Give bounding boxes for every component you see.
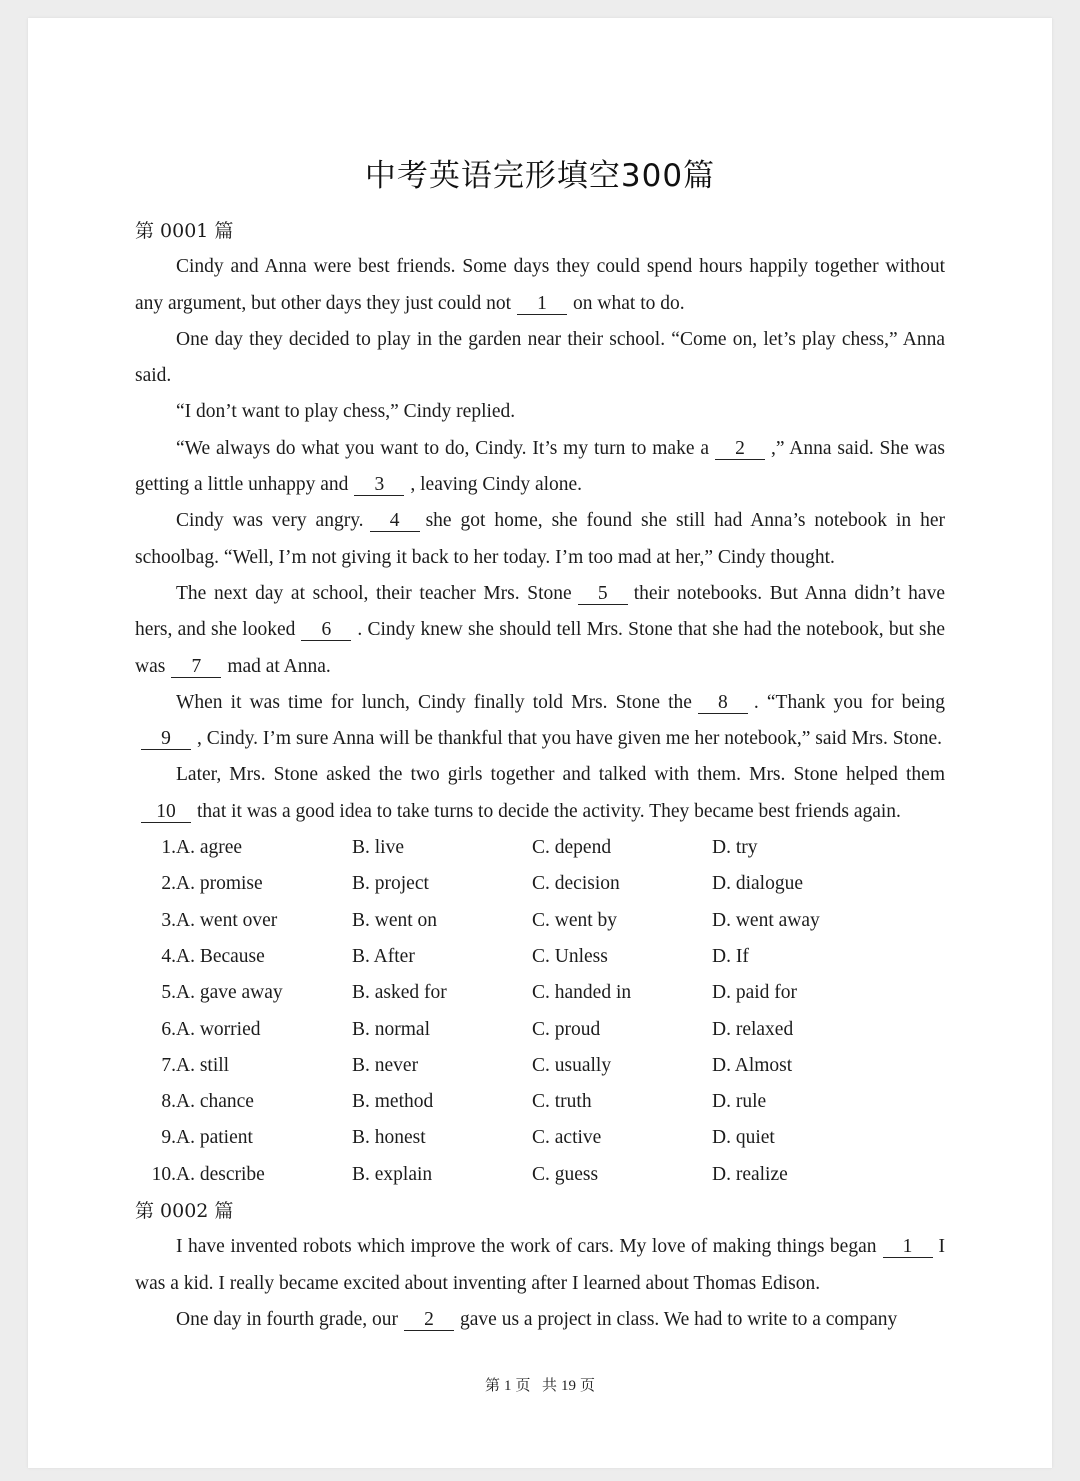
option-c: C. guess (532, 1163, 599, 1185)
paragraph: “We always do what you want to do, Cindy. It’s my turn to make a 2 ,” Anna said. She was getting a little unhappy and 3 , leaving Cindy alone. (135, 437, 945, 496)
option-row (135, 903, 912, 939)
option-a: A. worried (176, 1018, 261, 1040)
question-number: 4. (161, 945, 176, 967)
paragraph: The next day at school, their teacher Mrs. Stone 5 their notebooks. But Anna didn’t have hers, and she looked 6 . Cindy knew she should tell Mrs. Stone that she had the notebook, but she was 7 mad at Anna. (135, 582, 945, 677)
total-pages: 19 (561, 1378, 577, 1394)
option-d: D. dialogue (712, 873, 803, 895)
option-b: B. went on (352, 909, 438, 931)
page-footer (28, 1374, 1052, 1395)
option-c: C. decision (532, 873, 620, 895)
total-label: 共 (542, 1378, 558, 1394)
option-a: A. chance (176, 1091, 254, 1113)
option-c: C. usually (532, 1054, 612, 1076)
option-c: C. handed in (532, 982, 632, 1004)
question-number: 5. (161, 982, 176, 1004)
option-a: A. Because (176, 945, 265, 967)
option-c: C. Unless (532, 945, 608, 967)
option-d: D. went away (712, 909, 820, 931)
option-b: B. explain (352, 1163, 433, 1185)
option-d: D. Almost (712, 1054, 793, 1076)
option-b: B. honest (352, 1127, 426, 1149)
paragraph: Cindy was very angry. 4 she got home, she found she still had Anna’s notebook in her schoolbag. “Well, I’m not giving it back to her today. I’m too mad at her,” Cindy thought. (135, 510, 946, 568)
blank-2: 2 (715, 438, 765, 460)
blank-3: 3 (354, 474, 404, 496)
question-number: 9. (161, 1127, 176, 1149)
option-c: C. truth (532, 1091, 592, 1113)
paragraph: Cindy and Anna were best friends. Some days they could spend hours happily together without any argument, but other days they just could not 1 on what to do. (135, 256, 945, 314)
option-a: A. still (176, 1054, 230, 1076)
question-number: 10. (151, 1163, 176, 1185)
option-b: B. live (352, 837, 404, 859)
blank-6: 6 (301, 619, 351, 641)
blank-2: 2 (404, 1309, 454, 1331)
option-c: C. active (532, 1127, 602, 1149)
question-number: 8. (161, 1091, 176, 1113)
option-d: D. quiet (712, 1127, 775, 1149)
page-number: 1 (503, 1378, 512, 1394)
option-c: C. depend (532, 837, 612, 859)
option-row (135, 1084, 912, 1120)
option-row (135, 830, 912, 866)
paragraph: “I don’t want to play chess,” Cindy replied. (176, 401, 516, 423)
question-number: 3. (161, 909, 176, 931)
option-row (135, 939, 912, 975)
option-b: B. never (352, 1054, 419, 1076)
blank-5: 5 (578, 583, 628, 605)
option-d: D. If (712, 945, 749, 967)
option-row (135, 1012, 912, 1048)
option-row (135, 975, 912, 1011)
option-row (135, 1120, 912, 1156)
blank-8: 8 (698, 692, 748, 714)
option-row (135, 866, 912, 902)
option-b: B. method (352, 1091, 434, 1113)
option-c: C. proud (532, 1018, 601, 1040)
total-unit: 页 (580, 1378, 596, 1394)
document-title: 中考英语完形填空300篇 (364, 158, 716, 194)
option-row (135, 1048, 912, 1084)
option-d: D. rule (712, 1091, 767, 1113)
page-unit: 页 (515, 1378, 531, 1394)
options-table (135, 830, 912, 1193)
paragraph: I have invented robots which improve the work of cars. My love of making things began 1 I was a kid. I really became excited about inventing after I learned about Thomas Edison. (135, 1236, 945, 1294)
paragraph: Later, Mrs. Stone asked the two girls together and talked with them. Mrs. Stone helped them10 that it was a good idea to take turns to decide the activity. They became best friends again. (135, 757, 945, 830)
option-b: B. project (352, 873, 429, 895)
option-c: C. went by (532, 909, 618, 931)
blank-1: 1 (883, 1236, 933, 1258)
option-a: A. went over (176, 909, 278, 931)
paragraph: When it was time for lunch, Cindy finally told Mrs. Stone the 8 . “Thank you for being9 , Cindy. I’m sure Anna will be thankful that you have given me her notebook,” said Mrs. Stone. (135, 685, 945, 758)
blank-9: 9 (141, 728, 191, 750)
blank-7: 7 (171, 656, 221, 678)
option-d: D. relaxed (712, 1018, 794, 1040)
option-a: A. gave away (176, 982, 283, 1004)
option-b: B. asked for (352, 982, 447, 1004)
option-d: D. try (712, 837, 758, 859)
option-d: D. realize (712, 1163, 788, 1185)
blank-1: 1 (517, 293, 567, 315)
blank-10: 10 (141, 801, 191, 823)
question-number: 1. (161, 837, 176, 859)
paragraph: One day they decided to play in the garden near their school. “Come on, let’s play chess,” Anna said. (135, 328, 945, 387)
option-a: A. patient (176, 1127, 253, 1149)
question-number: 6. (161, 1018, 176, 1040)
page-label: 第 (484, 1378, 500, 1394)
option-a: A. describe (176, 1163, 265, 1185)
document-body (135, 213, 945, 1338)
option-b: B. After (352, 945, 415, 967)
option-row (135, 1157, 912, 1193)
question-number: 7. (161, 1054, 176, 1076)
document-page (28, 18, 1052, 1468)
option-b: B. normal (352, 1018, 430, 1040)
passage-heading: 第 0002 篇 (135, 1200, 234, 1223)
question-number: 2. (161, 873, 176, 895)
paragraph: One day in fourth grade, our 2 gave us a project in class. We had to write to a company (176, 1308, 898, 1330)
option-a: A. promise (176, 873, 263, 895)
passage-heading: 第 0001 篇 (135, 220, 234, 242)
blank-4: 4 (370, 510, 420, 532)
option-d: D. paid for (712, 982, 798, 1004)
option-a: A. agree (176, 837, 243, 859)
